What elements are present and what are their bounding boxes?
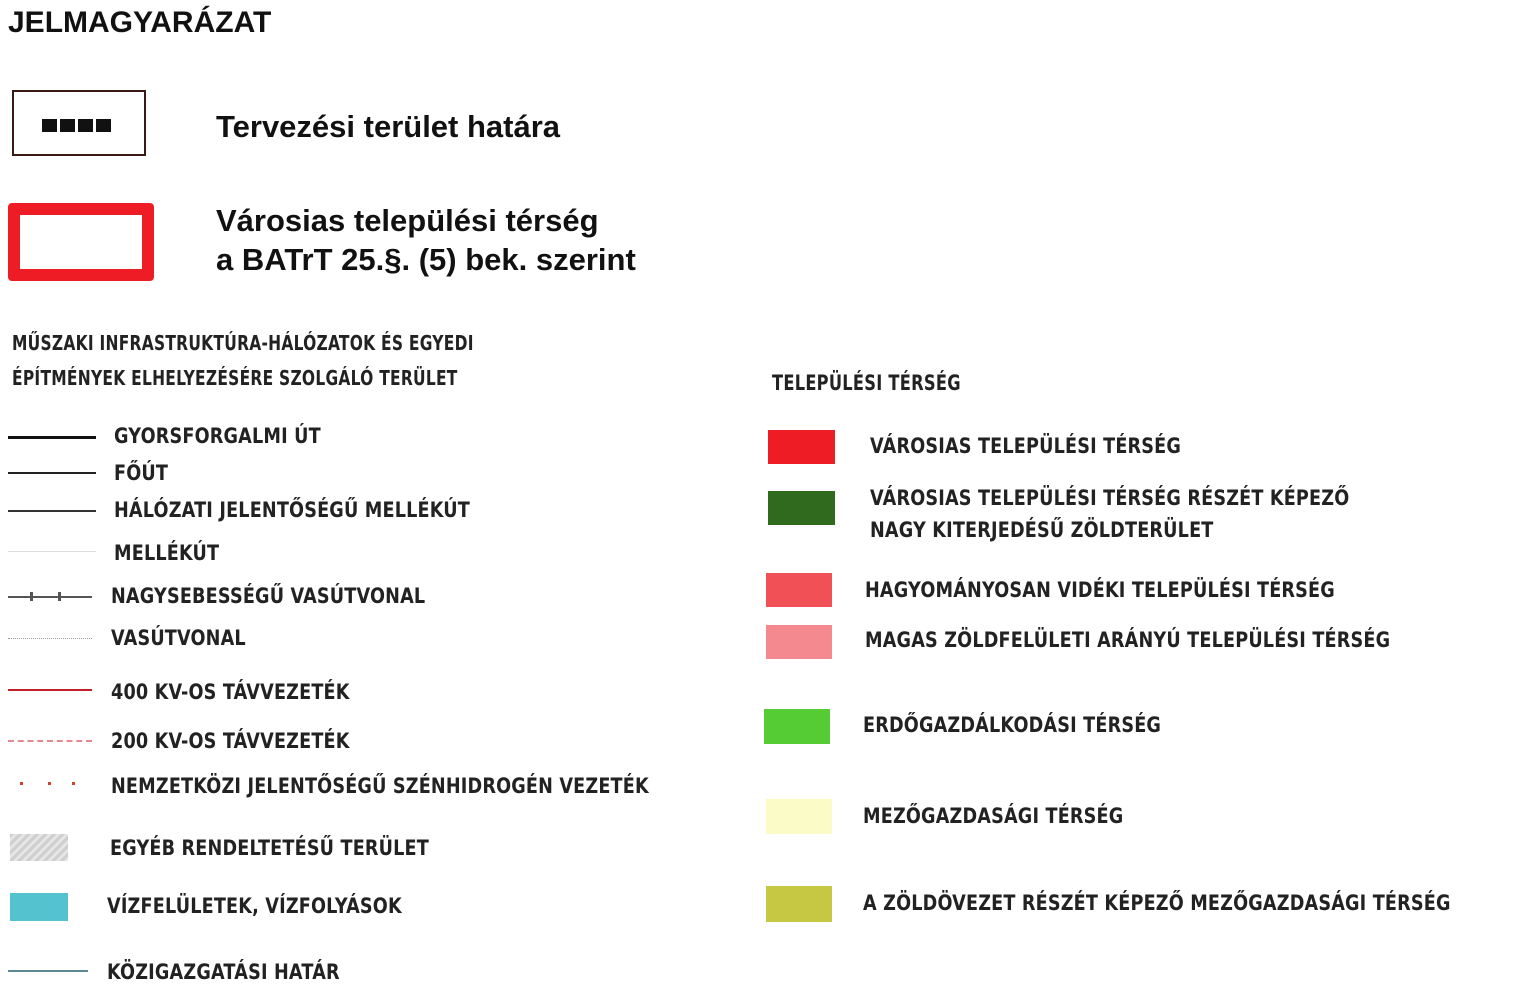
- urban-settlement-swatch: [768, 430, 835, 464]
- greenbelt-agricultural-label: A ZÖLDÖVEZET RÉSZÉT KÉPEZŐ MEZŐGAZDASÁGI TÉRSÉG: [863, 891, 1451, 915]
- agricultural-area-label: MEZŐGAZDASÁGI TÉRSÉG: [863, 804, 1124, 828]
- urban-area-label-line2: a BATrT 25.§. (5) bek. szerint: [216, 242, 636, 277]
- agricultural-area-swatch: [766, 799, 832, 834]
- urban-settlement-label: VÁROSIAS TELEPÜLÉSI TÉRSÉG: [870, 434, 1182, 458]
- planning-boundary-label: Tervezési terület határa: [216, 109, 561, 144]
- highspeed-railway-label: NAGYSEBESSÉGŰ VASÚTVONAL: [111, 584, 426, 608]
- other-purpose-area-label: EGYÉB RENDELTETÉSŰ TERÜLET: [110, 836, 429, 860]
- high-green-ratio-settlement-label: MAGAS ZÖLDFELÜLETI ARÁNYÚ TELEPÜLÉSI TÉRSÉG: [865, 628, 1391, 652]
- power-line-200kv-label: 200 KV-OS TÁVVEZETÉK: [111, 729, 350, 753]
- network-secondary-road-label: HÁLÓZATI JELENTŐSÉGŰ MELLÉKÚT: [114, 498, 470, 522]
- dashed-boundary-icon: [12, 90, 146, 156]
- rural-settlement-label: HAGYOMÁNYOSAN VIDÉKI TELEPÜLÉSI TÉRSÉG: [865, 578, 1335, 602]
- infrastructure-heading-line2: ÉPÍTMÉNYEK ELHELYEZÉSÉRE SZOLGÁLÓ TERÜLET: [12, 366, 458, 390]
- rural-settlement-swatch: [766, 573, 832, 607]
- railway-line-icon: [8, 638, 92, 639]
- admin-boundary-line-icon: [8, 970, 88, 972]
- power-line-400kv-label: 400 KV-OS TÁVVEZETÉK: [111, 680, 350, 704]
- admin-boundary-label: KÖZIGAZGATÁSI HATÁR: [107, 960, 340, 984]
- expressway-label: GYORSFORGALMI ÚT: [114, 424, 321, 448]
- settlement-heading: TELEPÜLÉSI TÉRSÉG: [772, 371, 961, 395]
- urban-green-area-swatch: [768, 491, 835, 525]
- other-purpose-area-swatch: [10, 834, 68, 861]
- hydrocarbon-pipeline-icon: [20, 782, 23, 785]
- red-outline-box-icon: [8, 203, 154, 281]
- legend-title: JELMAGYARÁZAT: [8, 6, 272, 39]
- expressway-line-icon: [8, 436, 96, 439]
- railway-label: VASÚTVONAL: [111, 626, 246, 650]
- greenbelt-agricultural-swatch: [766, 886, 832, 922]
- highspeed-railway-line-icon: [8, 596, 92, 598]
- urban-area-label-line1: Városias települési térség: [216, 203, 599, 238]
- power-line-400kv-icon: [8, 689, 92, 691]
- secondary-road-line-icon: [8, 551, 96, 552]
- forestry-area-swatch: [764, 709, 830, 744]
- water-surface-label: VÍZFELÜLETEK, VÍZFOLYÁSOK: [107, 894, 402, 918]
- high-green-ratio-settlement-swatch: [766, 625, 832, 659]
- urban-green-area-label-line2: NAGY KITERJEDÉSŰ ZÖLDTERÜLET: [870, 518, 1214, 542]
- main-road-line-icon: [8, 472, 96, 474]
- forestry-area-label: ERDŐGAZDÁLKODÁSI TÉRSÉG: [863, 713, 1162, 737]
- power-line-200kv-icon: [8, 740, 92, 742]
- main-road-label: FŐÚT: [114, 461, 169, 485]
- urban-green-area-label-line1: VÁROSIAS TELEPÜLÉSI TÉRSÉG RÉSZÉT KÉPEZŐ: [870, 486, 1350, 510]
- infrastructure-heading-line1: MŰSZAKI INFRASTRUKTÚRA-HÁLÓZATOK ÉS EGYEDI: [12, 331, 474, 355]
- hydrocarbon-pipeline-label: NEMZETKÖZI JELENTŐSÉGŰ SZÉNHIDROGÉN VEZETÉK: [111, 774, 649, 798]
- water-surface-swatch: [10, 893, 68, 921]
- network-secondary-road-line-icon: [8, 510, 96, 512]
- secondary-road-label: MELLÉKÚT: [114, 541, 220, 565]
